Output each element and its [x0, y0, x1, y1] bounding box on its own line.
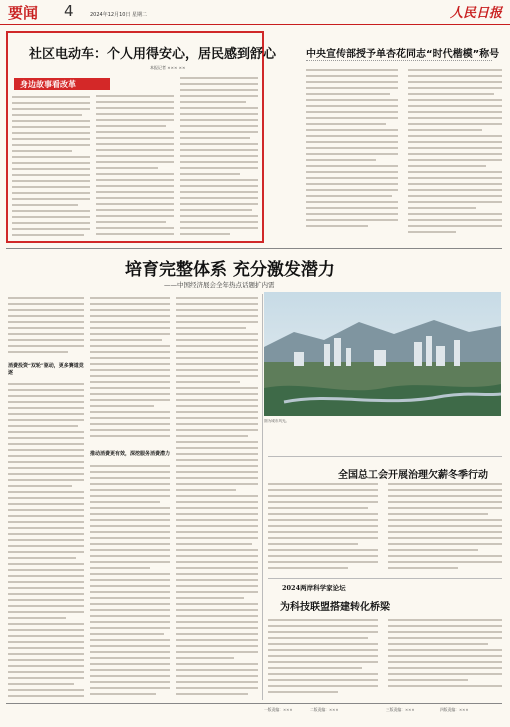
footer-item: 三版责编：××× — [386, 707, 415, 712]
right-top-rule — [306, 60, 492, 62]
main-body-col-3 — [176, 294, 258, 702]
footer-item: 二版责编：××× — [310, 707, 339, 712]
main-subtitle: ——中国经济展会全年热点话题扩内需 — [164, 281, 275, 289]
text-lines — [176, 294, 258, 702]
section-head: 推动消费更有效，深挖服务消费潜力 — [90, 451, 170, 457]
page-number: 4 — [64, 2, 74, 20]
photo-caption: 图为城市风光。 — [264, 419, 290, 423]
section-divider — [6, 248, 502, 249]
text-lines — [90, 294, 170, 702]
right-top-title: 中央宣传部授予单杏花同志“时代楷模”称号 — [306, 49, 500, 60]
lead-body-col-3 — [180, 72, 258, 238]
lower-right-title-2: 2024两岸科学家论坛 — [282, 584, 346, 592]
text-lines — [8, 294, 84, 702]
lower-right-divider — [268, 456, 502, 457]
lower-right-body-2 — [268, 616, 502, 700]
lead-section-label-text: 身边故事看改革 — [20, 80, 76, 89]
text-lines — [180, 72, 258, 238]
date-line: 2024年12月10日 星期二 — [90, 12, 148, 18]
text-lines — [268, 480, 502, 576]
footer-item: 四版责编：××× — [440, 707, 469, 712]
city-skyline-image — [264, 292, 501, 416]
section-name: 要闻 — [8, 4, 39, 22]
lead-title: 社区电动车：个人用得安心，居民感到舒心 — [29, 47, 277, 62]
lower-right-title-1: 全国总工会开展治理欠薪冬季行动 — [338, 470, 488, 481]
page-header — [0, 0, 510, 26]
city-photo — [264, 292, 501, 416]
main-title: 培育完整体系 充分激发潜力 — [125, 260, 335, 280]
footer-item: 一版责编：××× — [264, 707, 293, 712]
text-lines — [12, 94, 90, 239]
newspaper-logo: 人民日报 — [449, 6, 502, 21]
right-top-body — [306, 66, 502, 242]
column-rule — [262, 294, 263, 700]
lower-right-body-1 — [268, 480, 502, 576]
main-body-col-2 — [90, 294, 170, 702]
header-rule — [0, 24, 510, 25]
lead-body-col-2 — [96, 72, 174, 238]
text-lines — [306, 66, 502, 242]
section-head: 消费投资“双轮”驱动，更多赛道竞逐 — [8, 363, 84, 376]
lead-body-col-1 — [12, 94, 90, 239]
text-lines — [268, 616, 502, 700]
lower-right-title-3: 为科技联盟搭建转化桥梁 — [280, 602, 390, 613]
lower-right-divider-2 — [268, 578, 502, 579]
footer-rule — [6, 703, 502, 704]
lead-byline: 本报记者 ××× ×× — [150, 65, 186, 70]
main-body-col-1 — [8, 294, 84, 702]
text-lines — [96, 72, 174, 238]
